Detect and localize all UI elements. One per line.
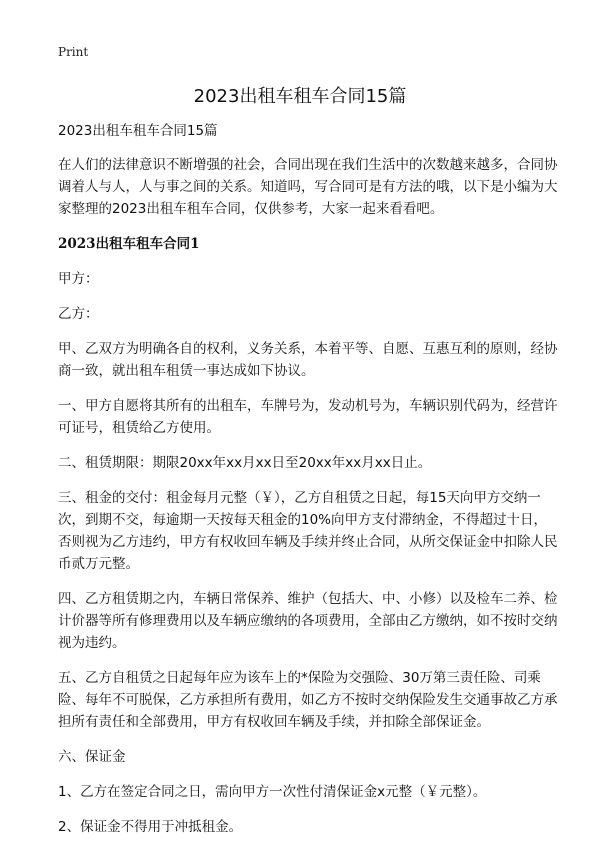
document-title: 2023出租车租车合同15篇 [193, 86, 407, 107]
clause-5: 五、乙方自租赁之日起每年应为该车上的*保险为交强险、30万第三责任险、司乘险、每年不可脱保，乙方承担所有费用，如乙方不按时交纳保险发生交通事故乙方承担所有责任和全部费用，甲方有权收回车辆及手续，并扣除全部保证金。 [58, 670, 558, 730]
clause-6-item-2: 2、保证金不得用于冲抵租金。 [58, 819, 243, 835]
party-a-line: 甲方： [58, 271, 99, 287]
party-b-line: 乙方： [58, 306, 99, 322]
intro-paragraph: 在人们的法律意识不断增强的社会，合同出现在我们生活中的次数越来越多，合同协调着人与人，人与事之间的关系。知道吗，写合同可是有方法的哦，以下是小编为大家整理的2023出租车租车合同，仅供参考，大家一起来看看吧。 [58, 157, 558, 217]
clause-6-heading: 六、保证金 [58, 749, 126, 765]
clause-1: 一、甲方自愿将其所有的出租车，车牌号为，发动机号为，车辆识别代码为，经营许可证号，租赁给乙方使用。 [58, 398, 558, 436]
agreement-preamble: 甲、乙双方为明确各自的权利，义务关系，本着平等、自愿、互惠互利的原则，经协商一致，就出租车租赁一事达成如下协议。 [58, 341, 558, 379]
clause-6-item-1: 1、乙方在签定合同之日，需向甲方一次性付清保证金x元整（￥元整）。 [58, 784, 487, 800]
document-body [58, 120, 558, 851]
document-subtitle: 2023出租车租车合同15篇 [58, 123, 218, 139]
clause-4: 四、乙方租赁期之内，车辆日常保养、维护（包括大、中、小修）以及检车二养、检计价器等所有修理费用以及车辆应缴纳的各项费用，全部由乙方缴纳，如不按时交纳视为违约。 [58, 591, 558, 651]
print-link[interactable]: Print [58, 45, 89, 59]
clause-2: 二、租赁期限：期限20xx年xx月xx日至20xx年xx月xx日止。 [58, 455, 432, 471]
clause-3: 三、租金的交付：租金每月元整（￥），乙方自租赁之日起，每15天向甲方交纳一次，到期不交，每逾期一天按每天租金的10%向甲方支付滞纳金，不得超过十日，否则视为乙方违约，甲方有权收回车辆及手续并终止合同，从所交保证金中扣除人民币贰万元整。 [58, 490, 558, 572]
section-heading: 2023出租车租车合同1 [58, 236, 200, 252]
